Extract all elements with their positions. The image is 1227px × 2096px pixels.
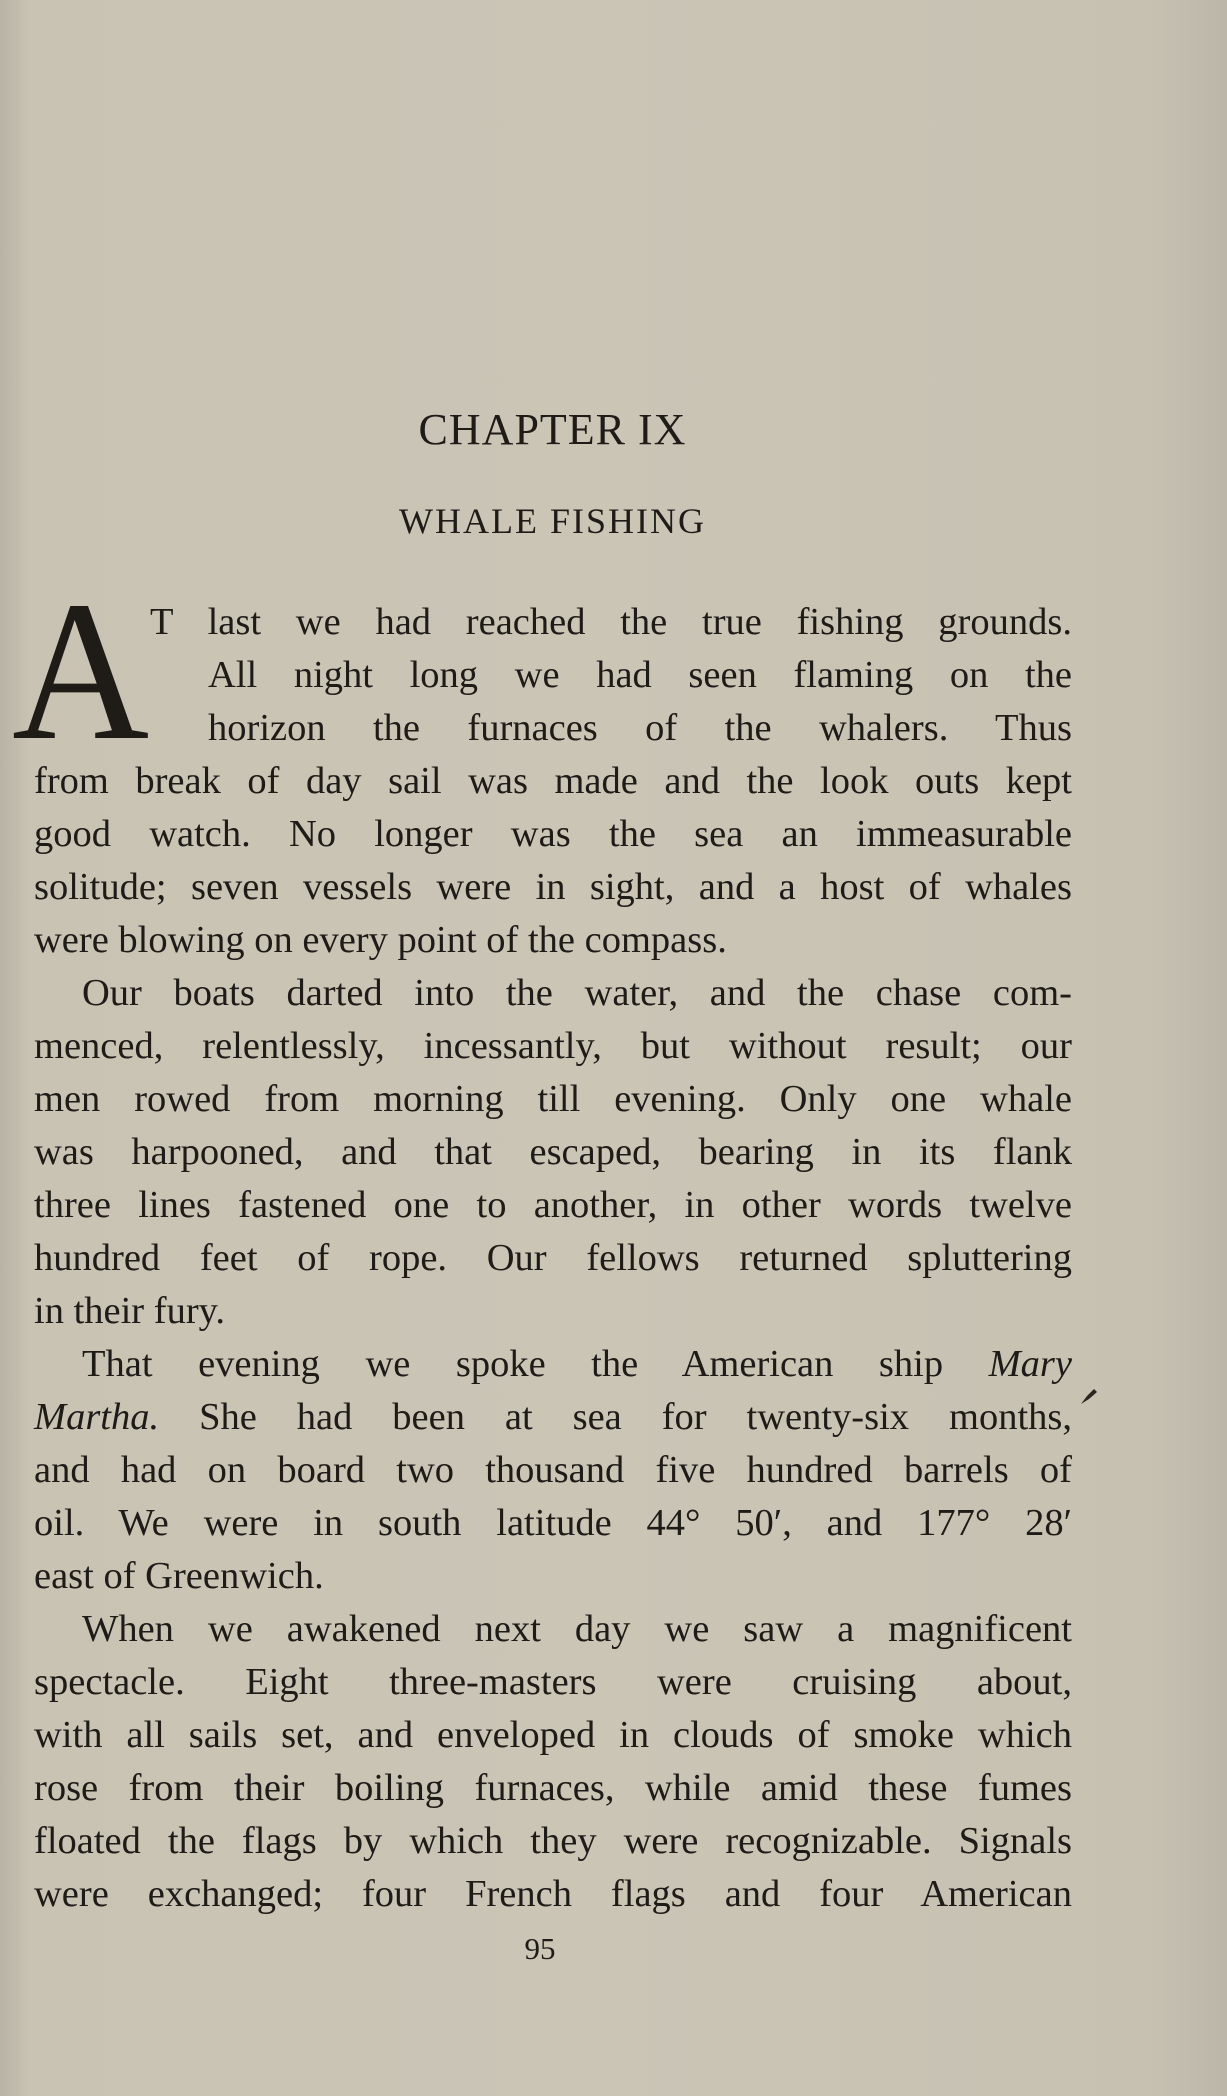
text-line: from break of day sail was made and the look outs kept	[34, 760, 1072, 802]
text-line: solitude; seven vessels were in sight, and a host of whales	[34, 866, 1072, 908]
text-segment: That evening we spoke the American ship	[82, 1343, 944, 1385]
drop-cap-letter: A	[12, 561, 150, 782]
text-segment: She had been at sea for twenty-six months,	[199, 1396, 1072, 1438]
show-through-text	[380, 75, 1200, 635]
text-line: Our boats darted into the water, and the chase com-	[82, 972, 1072, 1014]
text-line: floated the flags by which they were recognizable. Signals	[34, 1820, 1072, 1862]
text-line	[34, 1338, 1072, 1391]
text-line	[34, 1391, 1072, 1444]
text-line: was harpooned, and that escaped, bearing in its flank	[34, 1131, 1072, 1173]
ship-name-part: Mary	[988, 1343, 1072, 1385]
text-line: and had on board two thousand five hundred barrels of	[34, 1449, 1072, 1491]
text-line: were exchanged; four French flags and four American	[34, 1873, 1072, 1915]
body-text	[34, 596, 1072, 1921]
text-line: three lines fastened one to another, in other words twelve	[34, 1184, 1072, 1226]
text-line: in their fury.	[34, 1290, 226, 1332]
text-line: horizon the furnaces of the whalers. Thus	[208, 707, 1072, 749]
text-line: All night long we had seen flaming on the	[208, 654, 1072, 696]
text-line: When we awakened next day we saw a magnificent	[82, 1608, 1072, 1650]
chapter-number: CHAPTER IX	[418, 405, 687, 454]
text-line: menced, relentlessly, incessantly, but without result; our	[34, 1025, 1072, 1067]
pencil-mark-icon	[1078, 1385, 1100, 1407]
text-line: good watch. No longer was the sea an immeasurable	[34, 813, 1072, 855]
page-number: 95	[524, 1931, 556, 1966]
text-line: spectacle. Eight three-masters were cruising about,	[34, 1661, 1072, 1703]
text-line: men rowed from morning till evening. Only one whale	[34, 1078, 1072, 1120]
text-line: T last we had reached the true fishing grounds.	[150, 601, 1072, 643]
text-line: hundred feet of rope. Our fellows returned spluttering	[34, 1237, 1072, 1279]
text-line: rose from their boiling furnaces, while amid these fumes	[34, 1767, 1072, 1809]
chapter-title: WHALE FISHING	[399, 501, 706, 541]
text-line: were blowing on every point of the compass.	[34, 919, 727, 961]
ship-name-part: Martha.	[34, 1396, 160, 1438]
text-line: with all sails set, and enveloped in clouds of smoke which	[34, 1714, 1072, 1756]
text-line: east of Greenwich.	[34, 1555, 324, 1597]
text-line: oil. We were in south latitude 44° 50′, and 177° 28′	[34, 1502, 1072, 1544]
